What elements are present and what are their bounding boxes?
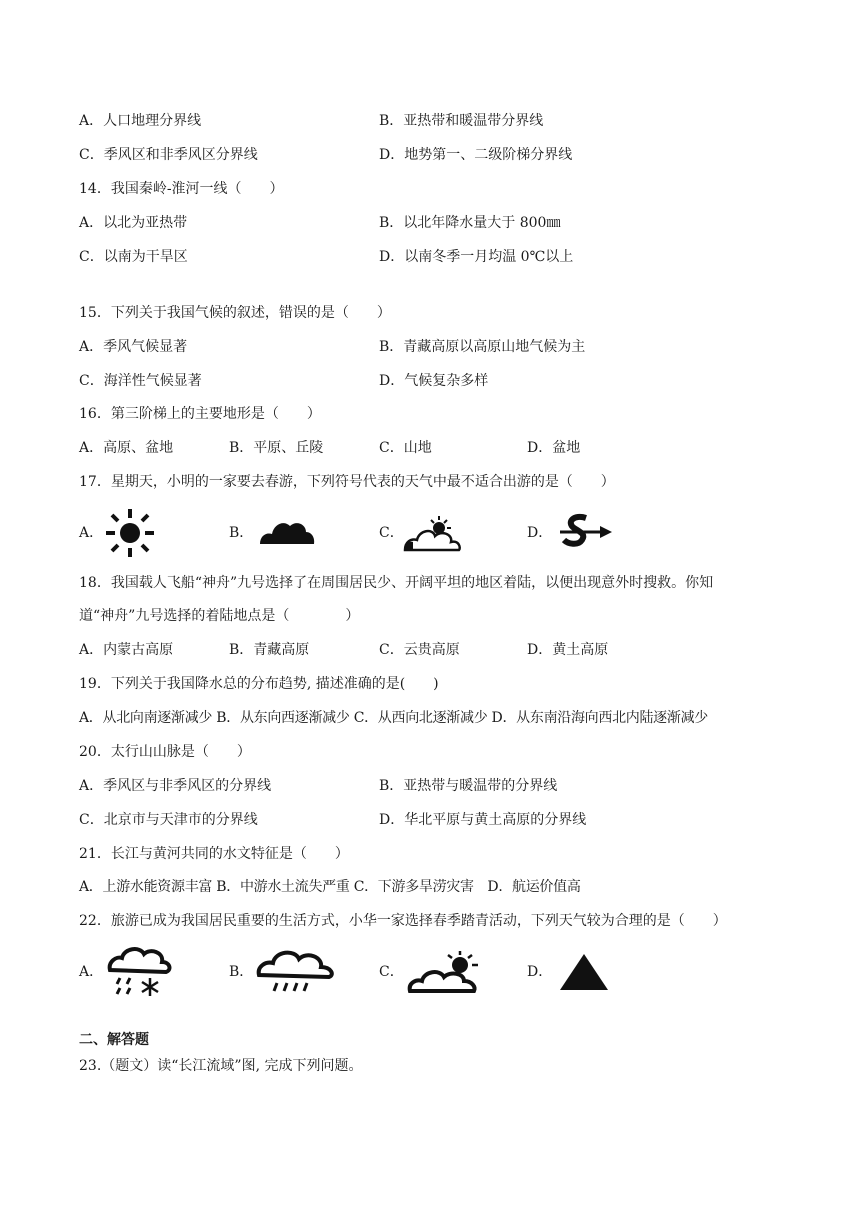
q18-stem-line1: 18．我国载人飞船“神舟”九号选择了在周围居民少、开阔平坦的地区着陆，以便出现意外时搜救。你知 bbox=[79, 575, 714, 591]
q22-stem: 22．旅游已成为我国居民重要的生活方式，小华一家选择春季踏青活动，下列天气较为合理的是（ ） bbox=[79, 913, 727, 929]
q15-option-b: B．青藏高原以高原山地气候为主 bbox=[379, 339, 586, 355]
q15-option-a: A．季风气候显著 bbox=[79, 339, 188, 355]
q16-option-b: B．平原、丘陵 bbox=[229, 440, 324, 456]
q22-option-a: A． bbox=[79, 964, 104, 980]
cloudy-icon bbox=[258, 514, 316, 546]
q20-option-c: C．北京市与天津市的分界线 bbox=[79, 812, 258, 828]
q17-option-c: C． bbox=[379, 525, 404, 541]
q14-option-b: B．以北年降水量大于 800㎜ bbox=[379, 215, 561, 231]
q15-option-d: D．气候复杂多样 bbox=[379, 373, 489, 389]
q20-option-b: B．亚热带与暖温带的分界线 bbox=[379, 778, 558, 794]
q16-option-a: A．高原、盆地 bbox=[79, 440, 174, 456]
rain-snow-icon bbox=[106, 944, 172, 998]
q15-stem: 15．下列关于我国气候的叙述，错误的是（ ） bbox=[79, 305, 391, 321]
q19-options: A．从北向南逐渐减少 B．从东向西逐渐减少 C．从西向北逐渐减少 D．从东南沿海向西北内陆逐渐减少 bbox=[79, 710, 708, 726]
sandstorm-icon bbox=[556, 512, 614, 552]
q23-stem: 23.（题文）读“长江流域”图, 完成下列问题。 bbox=[79, 1058, 363, 1074]
q20-stem: 20．太行山山脉是（ ） bbox=[79, 744, 251, 760]
q14-option-d: D．以南冬季一月均温 0℃以上 bbox=[379, 249, 574, 265]
q14-option-a: A．以北为亚热带 bbox=[79, 215, 188, 231]
q22-option-c: C． bbox=[379, 964, 404, 980]
sun-icon bbox=[104, 508, 156, 558]
q17-option-b: B． bbox=[229, 525, 254, 541]
q13-option-c: C．季风区和非季风区分界线 bbox=[79, 147, 258, 163]
q18-stem-line2: 道“神舟”九号选择的着陆地点是（ ） bbox=[79, 608, 360, 624]
q13-option-a: A．人口地理分界线 bbox=[79, 113, 202, 129]
q14-option-c: C．以南为干旱区 bbox=[79, 249, 188, 265]
q18-option-b: B．青藏高原 bbox=[229, 642, 310, 658]
q14-stem: 14．我国秦岭-淮河一线（ ） bbox=[79, 181, 284, 197]
q16-option-d: D．盆地 bbox=[527, 440, 581, 456]
q18-option-d: D．黄土高原 bbox=[527, 642, 609, 658]
mountain-icon bbox=[558, 952, 610, 992]
q21-options: A．上游水能资源丰富 B．中游水土流失严重 C．下游多旱涝灾害 D．航运价值高 bbox=[79, 879, 581, 895]
rain-icon bbox=[255, 947, 337, 995]
q17-stem: 17．星期天，小明的一家要去春游，下列符号代表的天气中最不适合出游的是（ ） bbox=[79, 474, 615, 490]
q22-option-d: D． bbox=[527, 964, 553, 980]
q20-option-d: D．华北平原与黄土高原的分界线 bbox=[379, 812, 587, 828]
section-title: 二、解答题 bbox=[79, 1032, 149, 1048]
q22-option-b: B． bbox=[229, 964, 254, 980]
partly-cloudy-icon bbox=[403, 516, 463, 552]
q19-stem: 19．下列关于我国降水总的分布趋势, 描述准确的是( ) bbox=[79, 676, 439, 692]
q13-option-d: D．地势第一、二级阶梯分界线 bbox=[379, 147, 573, 163]
q15-option-c: C．海洋性气候显著 bbox=[79, 373, 202, 389]
q16-option-c: C．山地 bbox=[379, 440, 432, 456]
q18-option-a: A．内蒙古高原 bbox=[79, 642, 174, 658]
q17-option-a: A． bbox=[79, 525, 104, 541]
q16-stem: 16．第三阶梯上的主要地形是（ ） bbox=[79, 406, 321, 422]
q13-option-b: B．亚热带和暖温带分界线 bbox=[379, 113, 544, 129]
q20-option-a: A．季风区与非季风区的分界线 bbox=[79, 778, 272, 794]
q17-option-d: D． bbox=[527, 525, 553, 541]
q18-option-c: C．云贵高原 bbox=[379, 642, 460, 658]
q21-stem: 21．长江与黄河共同的水文特征是（ ） bbox=[79, 846, 349, 862]
cloudy-sun-icon bbox=[406, 951, 486, 995]
